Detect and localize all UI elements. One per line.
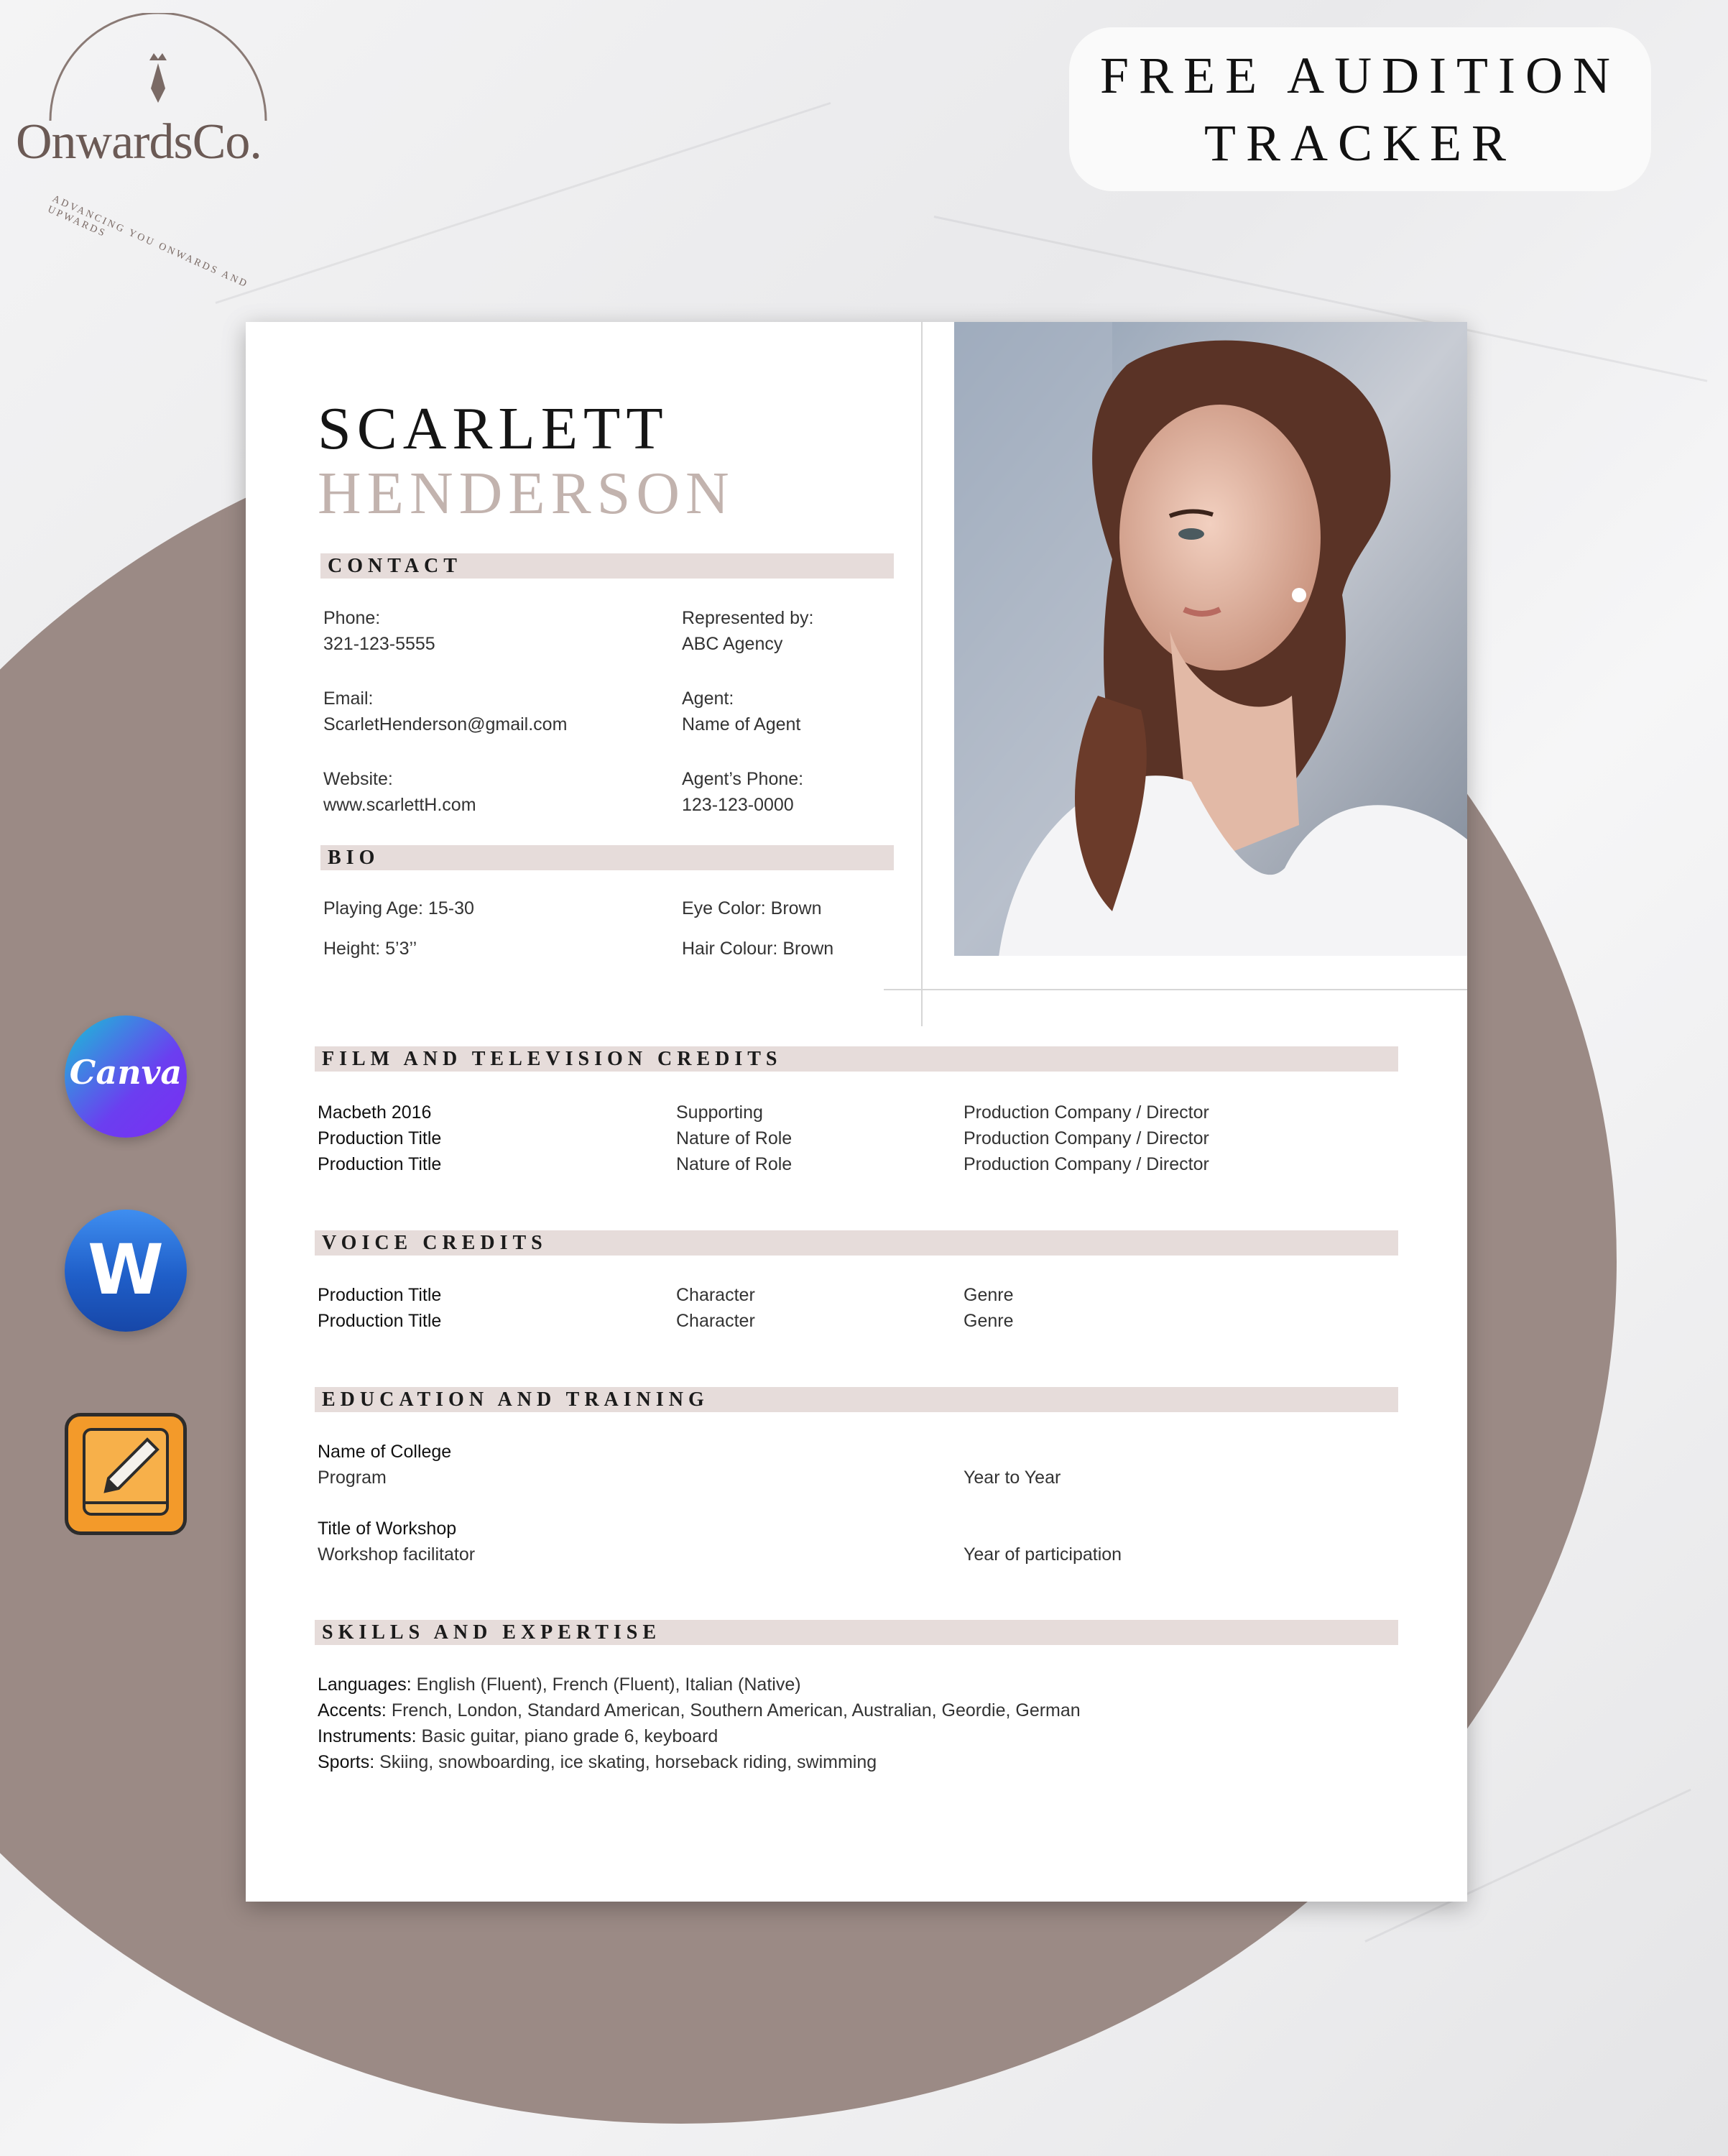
skills-value: French, London, Standard American, Southern American, Australian, Geordie, German xyxy=(386,1700,1081,1720)
film-tv-heading-bar xyxy=(315,1046,1398,1072)
voice-genre: Genre xyxy=(964,1285,1014,1305)
marble-vein xyxy=(216,102,831,304)
height: Height: 5’3’’ xyxy=(323,939,417,959)
divider-vertical xyxy=(921,322,923,1026)
film-company: Production Company / Director xyxy=(964,1154,1209,1174)
logo-tagline: ADVANCING YOU ONWARDS AND UPWARDS xyxy=(45,193,250,290)
skills-row xyxy=(318,1749,877,1775)
education-year: Year of participation xyxy=(964,1544,1122,1565)
bio-heading: BIO xyxy=(328,847,380,869)
skills-value: English (Fluent), French (Fluent), Italian (Native) xyxy=(411,1674,801,1695)
divider-horizontal xyxy=(884,989,1467,990)
education-heading-bar xyxy=(315,1387,1398,1412)
eye-color: Eye Color: Brown xyxy=(682,898,822,918)
film-title: Production Title xyxy=(318,1128,442,1148)
contact-heading: CONTACT xyxy=(328,555,462,577)
website-label: Website: xyxy=(323,769,393,789)
voice-genre: Genre xyxy=(964,1311,1014,1331)
education-name: Name of College xyxy=(318,1442,452,1462)
contact-heading-bar xyxy=(320,553,894,579)
email-value: ScarletHenderson@gmail.com xyxy=(323,714,568,734)
film-title: Macbeth 2016 xyxy=(318,1102,432,1123)
skills-value: Basic guitar, piano grade 6, keyboard xyxy=(416,1726,719,1746)
agent-label: Agent: xyxy=(682,688,734,709)
skills-label: Languages: xyxy=(318,1674,412,1695)
promo-banner xyxy=(1069,27,1651,191)
skills-label: Accents: xyxy=(318,1700,387,1720)
voice-character: Character xyxy=(676,1285,755,1305)
pages-icon xyxy=(65,1413,187,1535)
skills-row xyxy=(318,1697,1081,1723)
brand-logo xyxy=(7,13,295,290)
headshot-photo xyxy=(954,322,1467,956)
representation-value: ABC Agency xyxy=(682,634,783,654)
education-name: Title of Workshop xyxy=(318,1519,457,1539)
hair-colour: Hair Colour: Brown xyxy=(682,939,834,959)
voice-title: Production Title xyxy=(318,1285,442,1305)
voice-heading-bar xyxy=(315,1230,1398,1256)
representation-label: Represented by: xyxy=(682,608,814,628)
banner-line-2: TRACKER xyxy=(1203,114,1517,172)
first-name: SCARLETT xyxy=(318,395,669,462)
phone-value: 321-123-5555 xyxy=(323,634,435,654)
film-title: Production Title xyxy=(318,1154,442,1174)
email-label: Email: xyxy=(323,688,374,709)
skills-label: Sports: xyxy=(318,1752,375,1772)
agent-value: Name of Agent xyxy=(682,714,801,734)
banner-line-1: FREE AUDITION xyxy=(1100,47,1620,104)
pencil-icon xyxy=(68,1416,183,1531)
word-icon xyxy=(65,1210,187,1332)
skills-row xyxy=(318,1672,801,1697)
word-label: W xyxy=(88,1230,164,1310)
headshot-image xyxy=(954,322,1467,956)
canva-label: Canva xyxy=(69,1053,182,1092)
skills-value: Skiing, snowboarding, ice skating, horseback riding, swimming xyxy=(374,1752,877,1772)
film-tv-heading: FILM AND TELEVISION CREDITS xyxy=(322,1048,782,1070)
skills-row xyxy=(318,1723,718,1749)
film-role: Nature of Role xyxy=(676,1154,793,1174)
film-company: Production Company / Director xyxy=(964,1128,1209,1148)
playing-age: Playing Age: 15-30 xyxy=(323,898,474,918)
film-role: Nature of Role xyxy=(676,1128,793,1148)
resume-document xyxy=(246,322,1467,1902)
logo-wordmark: OnwardsCo. xyxy=(16,114,262,170)
voice-heading: VOICE CREDITS xyxy=(322,1232,547,1254)
agent-phone-label: Agent’s Phone: xyxy=(682,769,804,789)
skills-heading: SKILLS AND EXPERTISE xyxy=(322,1621,662,1644)
education-year: Year to Year xyxy=(964,1468,1061,1488)
agent-phone-value: 123-123-0000 xyxy=(682,795,794,815)
voice-character: Character xyxy=(676,1311,755,1331)
film-company: Production Company / Director xyxy=(964,1102,1209,1123)
education-detail: Program xyxy=(318,1468,387,1488)
canva-icon xyxy=(65,1015,187,1138)
film-role: Supporting xyxy=(676,1102,763,1123)
last-name: HENDERSON xyxy=(318,460,735,527)
skills-label: Instruments: xyxy=(318,1726,417,1746)
bio-heading-bar xyxy=(320,845,894,870)
website-value: www.scarlettH.com xyxy=(323,795,476,815)
skills-heading-bar xyxy=(315,1620,1398,1645)
phone-label: Phone: xyxy=(323,608,381,628)
education-detail: Workshop facilitator xyxy=(318,1544,476,1565)
voice-title: Production Title xyxy=(318,1311,442,1331)
education-heading: EDUCATION AND TRAINING xyxy=(322,1388,709,1411)
